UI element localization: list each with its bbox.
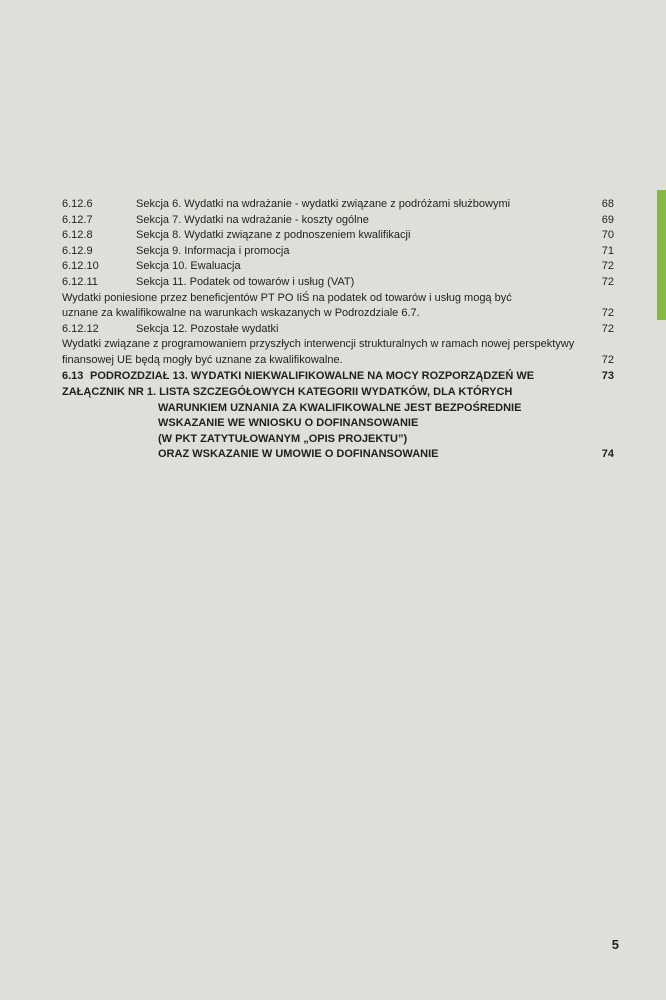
toc-title: Sekcja 9. Informacja i promocja [136,244,290,257]
page-number: 5 [611,937,619,952]
annex-line: WARUNKIEM UZNANIA ZA KWALIFIKOWALNE JEST BEZPOŚREDNIE [158,401,522,414]
toc-paragraph-programming[interactable] [62,337,614,368]
toc-entry[interactable] [62,275,614,291]
toc-page: 72 [601,260,614,273]
table-of-contents [62,197,614,384]
toc-page: 72 [601,322,614,335]
toc-entry[interactable] [62,213,614,229]
annex-line: WSKAZANIE WE WNIOSKU O DOFINANSOWANIE [158,417,419,430]
paragraph-line: Wydatki poniesione przez beneficjentów PT PO IiŚ na podatek od towarów i usług mogą być [62,291,512,304]
toc-title: Sekcja 10. Ewaluacja [136,260,241,273]
toc-entry[interactable] [62,322,614,338]
toc-page: 73 [601,369,614,382]
toc-page: 74 [601,448,614,461]
annex-line: ORAZ WSKAZANIE W UMOWIE O DOFINANSOWANIE [158,448,439,461]
toc-entry[interactable] [62,197,614,213]
toc-title: Sekcja 11. Podatek od towarów i usług (VAT) [136,275,355,288]
green-edge-tab [657,190,666,320]
toc-entry-subchapter-13[interactable] [62,369,614,385]
toc-entry[interactable] [62,228,614,244]
toc-page: 71 [601,244,614,257]
paragraph-line: Wydatki związane z programowaniem przyszłych interwencji strukturalnych w ramach nowej perspektywy [62,338,575,351]
toc-number: 6.12.7 [62,213,93,226]
toc-entry[interactable] [62,259,614,275]
toc-title: Sekcja 12. Pozostałe wydatki [136,322,279,335]
annex-line: ZAŁĄCZNIK NR 1. LISTA SZCZEGÓŁOWYCH KATEGORII WYDATKÓW, DLA KTÓRYCH [62,386,513,398]
toc-number: 6.12.8 [62,229,93,242]
toc-title: Sekcja 8. Wydatki związane z podnoszeniem kwalifikacji [136,229,411,242]
toc-entry[interactable] [62,244,614,260]
paragraph-line: uznane za kwalifikowalne na warunkach wskazanych w Podrozdziale 6.7. [62,307,420,320]
toc-number: 6.12.10 [62,260,99,273]
toc-title: Sekcja 6. Wydatki na wdrażanie - wydatki związane z podróżami służbowymi [136,198,511,210]
toc-number: 6.12.9 [62,244,93,257]
toc-title: Sekcja 7. Wydatki na wdrażanie - koszty ogólne [136,213,369,226]
toc-page: 72 [601,353,614,366]
toc-page: 68 [601,198,614,210]
toc-number: 6.12.12 [62,322,99,335]
toc-number: 6.13 [62,369,84,382]
toc-page: 72 [601,275,614,288]
toc-page: 69 [601,213,614,226]
toc-page: 72 [601,307,614,320]
paragraph-line: finansowej UE będą mogły być uznane za kwalifikowalne. [62,353,343,366]
toc-page: 70 [601,229,614,242]
toc-number: 6.12.11 [62,275,98,288]
annex-line: (W PKT ZATYTUŁOWANYM „OPIS PROJEKTU”) [158,432,408,445]
toc-number: 6.12.6 [62,198,93,210]
toc-annex-1[interactable] [62,385,614,463]
toc-paragraph-vat[interactable] [62,291,614,322]
toc-title: PODROZDZIAŁ 13. WYDATKI NIEKWALIFIKOWALNE NA MOCY ROZPORZĄDZEŃ WE [90,369,535,382]
